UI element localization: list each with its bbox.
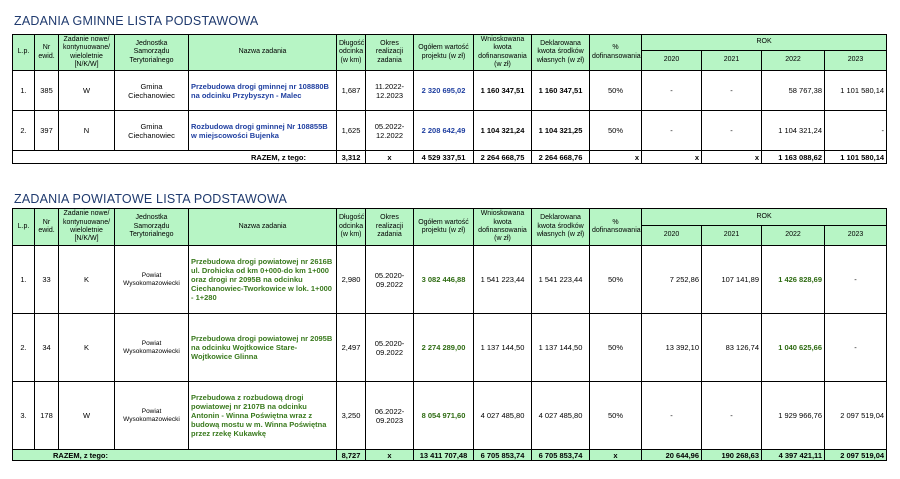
cell-deklarowana: 1 541 223,44 [532, 246, 590, 314]
header-lp: L.p. [13, 209, 35, 246]
header-2020: 2020 [642, 51, 702, 71]
header-nr: Nr ewid. [35, 35, 59, 71]
sum-label: RAZEM, z tego: [13, 151, 337, 164]
cell-nr: 33 [35, 246, 59, 314]
cell-dlugosc: 1,687 [337, 71, 366, 111]
sum-2022: 4 397 421,11 [762, 450, 825, 461]
sum-ogolem: 13 411 707,48 [414, 450, 474, 461]
cell-jst: Gmina Ciechanowiec [115, 111, 189, 151]
cell-nazwa: Przebudowa drogi gminnej nr 108880B na odcinku Przybyszyn - Malec [189, 71, 337, 111]
cell-nr: 34 [35, 314, 59, 382]
sum-2020: 20 644,96 [642, 450, 702, 461]
sum-deklarowana: 6 705 853,74 [532, 450, 590, 461]
header-okres: Okres realizacji zadania [366, 35, 414, 71]
header-nazwa: Nazwa zadania [189, 209, 337, 246]
header-jst: Jednostka Samorządu Terytorialnego [115, 209, 189, 246]
cell-jst: Powiat Wysokomazowiecki [115, 314, 189, 382]
cell-2022: 1 929 966,76 [762, 382, 825, 450]
cell-2022: 58 767,38 [762, 71, 825, 111]
sum-2020: x [642, 151, 702, 164]
header-ogolem: Ogółem wartość projektu (w zł) [414, 35, 474, 71]
cell-2020: 7 252,86 [642, 246, 702, 314]
cell-2021: 83 126,74 [702, 314, 762, 382]
header-2022: 2022 [762, 226, 825, 246]
cell-deklarowana: 1 104 321,25 [532, 111, 590, 151]
gminne-title: ZADANIA GMINNE LISTA PODSTAWOWA [14, 14, 259, 28]
header-jst: Jednostka Samorządu Terytorialnego [115, 35, 189, 71]
powiatowe-table [12, 208, 887, 461]
header-dlugosc: Długość odcinka (w km) [337, 209, 366, 246]
cell-dlugosc: 1,625 [337, 111, 366, 151]
cell-2021: - [702, 71, 762, 111]
header-lp: L.p. [13, 35, 35, 71]
cell-okres: 05.2022- 12.2022 [366, 111, 414, 151]
cell-procent: 50% [590, 71, 642, 111]
cell-jst: Powiat Wysokomazowiecki [115, 382, 189, 450]
header-wnioskowana: Wnioskowana kwota dofinansowania (w zł) [474, 35, 532, 71]
sum-row [13, 151, 887, 164]
cell-2021: - [702, 382, 762, 450]
powiatowe-title: ZADANIA POWIATOWE LISTA PODSTAWOWA [14, 192, 288, 206]
sum-2023: 1 101 580,14 [825, 151, 887, 164]
cell-wnioskowana: 1 160 347,51 [474, 71, 532, 111]
header-ogolem: Ogółem wartość projektu (w zł) [414, 209, 474, 246]
cell-nr: 385 [35, 71, 59, 111]
header-procent: % dofinansowania [590, 35, 642, 71]
sum-dlugosc: 3,312 [337, 151, 366, 164]
cell-2020: 13 392,10 [642, 314, 702, 382]
cell-typ: W [59, 382, 115, 450]
sum-procent: x [590, 450, 642, 461]
sum-2021: x [702, 151, 762, 164]
cell-dlugosc: 3,250 [337, 382, 366, 450]
table-row [13, 111, 887, 151]
cell-wnioskowana: 1 137 144,50 [474, 314, 532, 382]
sum-okres: x [366, 450, 414, 461]
cell-okres: 05.2020- 09.2022 [366, 314, 414, 382]
gminne-table [12, 34, 887, 164]
cell-ogolem: 2 320 695,02 [414, 71, 474, 111]
cell-2021: 107 141,89 [702, 246, 762, 314]
sum-row [13, 450, 887, 461]
header-rok: ROK [642, 209, 887, 226]
cell-2020: - [642, 111, 702, 151]
sum-wnioskowana: 6 705 853,74 [474, 450, 532, 461]
cell-deklarowana: 1 160 347,51 [532, 71, 590, 111]
header-deklarowana: Deklarowana kwota środków własnych (w zł) [532, 35, 590, 71]
cell-lp: 2. [13, 111, 35, 151]
header-2021: 2021 [702, 226, 762, 246]
cell-jst: Gmina Ciechanowiec [115, 71, 189, 111]
cell-ogolem: 2 208 642,49 [414, 111, 474, 151]
header-2023: 2023 [825, 226, 887, 246]
cell-dlugosc: 2,980 [337, 246, 366, 314]
cell-lp: 3. [13, 382, 35, 450]
header-okres: Okres realizacji zadania [366, 209, 414, 246]
cell-wnioskowana: 1 541 223,44 [474, 246, 532, 314]
cell-2023: - [825, 111, 887, 151]
sum-dlugosc: 8,727 [337, 450, 366, 461]
cell-lp: 1. [13, 71, 35, 111]
cell-typ: W [59, 71, 115, 111]
cell-ogolem: 3 082 446,88 [414, 246, 474, 314]
cell-typ: K [59, 246, 115, 314]
cell-jst: Powiat Wysokomazowiecki [115, 246, 189, 314]
cell-wnioskowana: 1 104 321,24 [474, 111, 532, 151]
cell-wnioskowana: 4 027 485,80 [474, 382, 532, 450]
cell-procent: 50% [590, 246, 642, 314]
cell-2021: - [702, 111, 762, 151]
cell-nr: 178 [35, 382, 59, 450]
cell-procent: 50% [590, 111, 642, 151]
cell-lp: 2. [13, 314, 35, 382]
cell-2023: - [825, 314, 887, 382]
table-row [13, 382, 887, 450]
sum-2023: 2 097 519,04 [825, 450, 887, 461]
cell-nazwa: Przebudowa drogi powiatowej nr 2616B ul. Drohicka od km 0+000-do km 1+000 oraz drogi nr 2095B na odcinku Ciechanowiec-Tworkowice w lok. 1+000 - 1+280 [189, 246, 337, 314]
cell-typ: K [59, 314, 115, 382]
table-row [13, 71, 887, 111]
header-zadanie: Zadanie nowe/ kontynuowane/ wieloletnie [N/K/W] [59, 209, 115, 246]
cell-dlugosc: 2,497 [337, 314, 366, 382]
cell-2023: 1 101 580,14 [825, 71, 887, 111]
cell-2023: 2 097 519,04 [825, 382, 887, 450]
cell-2020: - [642, 71, 702, 111]
cell-ogolem: 8 054 971,60 [414, 382, 474, 450]
header-deklarowana: Deklarowana kwota środków własnych (w zł) [532, 209, 590, 246]
sum-2021: 190 268,63 [702, 450, 762, 461]
cell-deklarowana: 4 027 485,80 [532, 382, 590, 450]
cell-okres: 06.2022- 09.2023 [366, 382, 414, 450]
sum-procent: x [590, 151, 642, 164]
cell-lp: 1. [13, 246, 35, 314]
cell-okres: 11.2022- 12.2023 [366, 71, 414, 111]
cell-2022: 1 104 321,24 [762, 111, 825, 151]
header-2020: 2020 [642, 226, 702, 246]
cell-2022: 1 040 625,66 [762, 314, 825, 382]
cell-2023: - [825, 246, 887, 314]
header-2021: 2021 [702, 51, 762, 71]
sum-2022: 1 163 088,62 [762, 151, 825, 164]
sum-wnioskowana: 2 264 668,75 [474, 151, 532, 164]
header-rok: ROK [642, 35, 887, 51]
sum-label: RAZEM, z tego: [13, 450, 337, 461]
table-row [13, 314, 887, 382]
cell-typ: N [59, 111, 115, 151]
cell-okres: 05.2020- 09.2022 [366, 246, 414, 314]
cell-nazwa: Przebudowa z rozbudową drogi powiatowej nr 2107B na odcinku Antonin - Winna Poświętna wraz z budową mostu w m. Winna Poświętna przez rzekę Kukawkę [189, 382, 337, 450]
cell-2022: 1 426 828,69 [762, 246, 825, 314]
cell-2020: - [642, 382, 702, 450]
cell-nr: 397 [35, 111, 59, 151]
header-procent: % dofinansowania [590, 209, 642, 246]
sum-deklarowana: 2 264 668,76 [532, 151, 590, 164]
cell-nazwa: Przebudowa drogi powiatowej nr 2095B na odcinku Wojtkowice Stare-Wojtkowice Glinna [189, 314, 337, 382]
cell-nazwa: Rozbudowa drogi gminnej Nr 108855B w miejscowości Bujenka [189, 111, 337, 151]
header-nr: Nr ewid. [35, 209, 59, 246]
sum-ogolem: 4 529 337,51 [414, 151, 474, 164]
cell-procent: 50% [590, 314, 642, 382]
cell-procent: 50% [590, 382, 642, 450]
sum-okres: x [366, 151, 414, 164]
cell-ogolem: 2 274 289,00 [414, 314, 474, 382]
header-2022: 2022 [762, 51, 825, 71]
header-nazwa: Nazwa zadania [189, 35, 337, 71]
table-row [13, 246, 887, 314]
cell-deklarowana: 1 137 144,50 [532, 314, 590, 382]
header-2023: 2023 [825, 51, 887, 71]
header-dlugosc: Długość odcinka (w km) [337, 35, 366, 71]
header-wnioskowana: Wnioskowana kwota dofinansowania (w zł) [474, 209, 532, 246]
header-zadanie: Zadanie nowe/ kontynuowane/ wieloletnie [N/K/W] [59, 35, 115, 71]
